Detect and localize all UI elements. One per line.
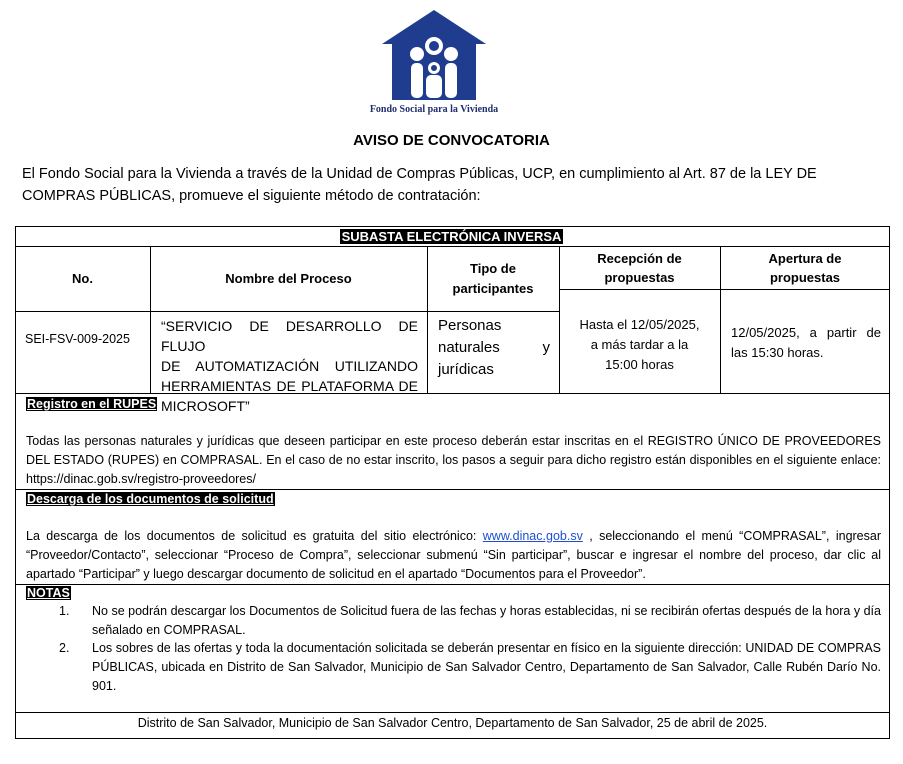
header-no: No. bbox=[72, 271, 93, 286]
page-title: AVISO DE CONVOCATORIA bbox=[353, 132, 550, 149]
fsv-logo bbox=[364, 8, 504, 116]
reception-line: Hasta el 12/05/2025, bbox=[579, 317, 700, 332]
logo-caption: Fondo Social para la Vivienda bbox=[369, 104, 499, 115]
header-opening-2: propuestas bbox=[769, 270, 841, 285]
download-title bbox=[26, 492, 275, 506]
opening-date bbox=[731, 323, 881, 363]
intro-paragraph: El Fondo Social para la Vivienda a través de la Unidad de Compras Públicas, UCP, en cumplimiento al Art. 87 de la LEY DE COMPRAS PÚBLICAS, promueve el siguiente método de contratación: bbox=[22, 166, 817, 204]
participant-type-line: Personas bbox=[438, 317, 502, 334]
row-divider bbox=[15, 393, 890, 394]
header-type-1: Tipo de bbox=[470, 261, 516, 276]
header-opening-1: Apertura de bbox=[768, 251, 842, 266]
header-type-2: participantes bbox=[452, 281, 534, 296]
process-name-line: MICROSOFT” bbox=[161, 398, 250, 414]
process-name-line: “SERVICIO DE DESARROLLO DE FLUJO bbox=[161, 318, 418, 354]
process-name bbox=[161, 316, 418, 416]
banner-label: SUBASTA ELECTRÓNICA INVERSA bbox=[341, 229, 562, 244]
note-number: 1. bbox=[59, 604, 70, 618]
participant-type-line: jurídicas bbox=[438, 361, 494, 378]
participant-type-word: naturales bbox=[438, 339, 500, 356]
footer-location-date: Distrito de San Salvador, Municipio de San Salvador Centro, Departamento de San Salvador, 25 de abril de 2025. bbox=[137, 716, 768, 730]
row-divider bbox=[15, 584, 890, 585]
house-family-icon bbox=[364, 8, 504, 104]
header-name: Nombre del Proceso bbox=[225, 271, 352, 286]
rupes-title-text: Registro en el RUPES bbox=[27, 397, 157, 411]
participant-type-word: y bbox=[542, 339, 550, 356]
dinac-link[interactable]: www.dinac.gob.sv bbox=[482, 529, 583, 543]
reception-date bbox=[559, 315, 720, 375]
download-paragraph bbox=[26, 527, 881, 584]
row-divider bbox=[15, 311, 559, 312]
header-reception-1: Recepción de bbox=[597, 251, 682, 266]
download-text: , seleccionando el menú “COMPRASAL”, ingresar “Proveedor/Contacto”, seleccionar “Proceso de Compra”, seleccionar submenú “Sin participar”, buscar e ingresar el nombre del proceso, dar clic al apartado “Participar” y luego descargar documento de solicitud en el apartado “Documentos para el Proveedor”. bbox=[26, 529, 881, 581]
process-number: SEI-FSV-009-2025 bbox=[25, 332, 130, 346]
row-divider bbox=[15, 712, 890, 713]
opening-line: 12/05/2025, a partir de bbox=[731, 325, 881, 340]
reception-line: 15:00 horas bbox=[605, 357, 674, 372]
header-reception-2: propuestas bbox=[604, 270, 675, 285]
note-number: 2. bbox=[59, 641, 70, 655]
rupes-title bbox=[26, 397, 157, 411]
download-text: La descarga de los documentos de solicitud es gratuita del sitio electrónico: bbox=[26, 529, 483, 543]
process-name-line: DE AUTOMATIZACIÓN UTILIZANDO bbox=[161, 358, 418, 374]
download-title-text: Descarga de los documentos de solicitud bbox=[27, 492, 274, 506]
notes-title-text: NOTAS bbox=[27, 586, 70, 600]
rupes-paragraph: Todas las personas naturales y jurídicas que deseen participar en este proceso deberán estar inscritas en el REGISTRO ÚNICO DE PROVEEDORES DEL ESTADO (RUPES) en COMPRASAL. En el caso de no estar inscrito, los pasos a seguir para dicho registro están disponibles en el siguiente enlace: https://dinac.gob.sv/registro-proveedores/ bbox=[26, 434, 881, 486]
opening-line: las 15:30 horas. bbox=[731, 345, 824, 360]
process-name-line: HERRAMIENTAS DE PLATAFORMA DE bbox=[161, 378, 418, 394]
row-divider bbox=[559, 289, 890, 290]
note-text: No se podrán descargar los Documentos de Solicitud fuera de las fechas y horas establecidas, ni se recibirán ofertas después de la hora y día señalado en COMPRASAL. bbox=[92, 604, 881, 637]
participant-type-line bbox=[438, 337, 550, 359]
notes-title bbox=[26, 586, 71, 600]
note-text: Los sobres de las ofertas y toda la documentación solicitada se deberán presentar en físico en la siguiente dirección: UNIDAD DE COMPRAS PÚBLICAS, ubicada en Distrito de San Salvador, Municipio de San Salvador Centro, Departamento de San Salvador, Calle Rubén Darío No. 901. bbox=[92, 641, 881, 693]
row-divider bbox=[15, 489, 890, 490]
reception-line: a más tardar a la bbox=[590, 337, 689, 352]
participant-type bbox=[438, 315, 550, 381]
banner bbox=[0, 228, 903, 246]
